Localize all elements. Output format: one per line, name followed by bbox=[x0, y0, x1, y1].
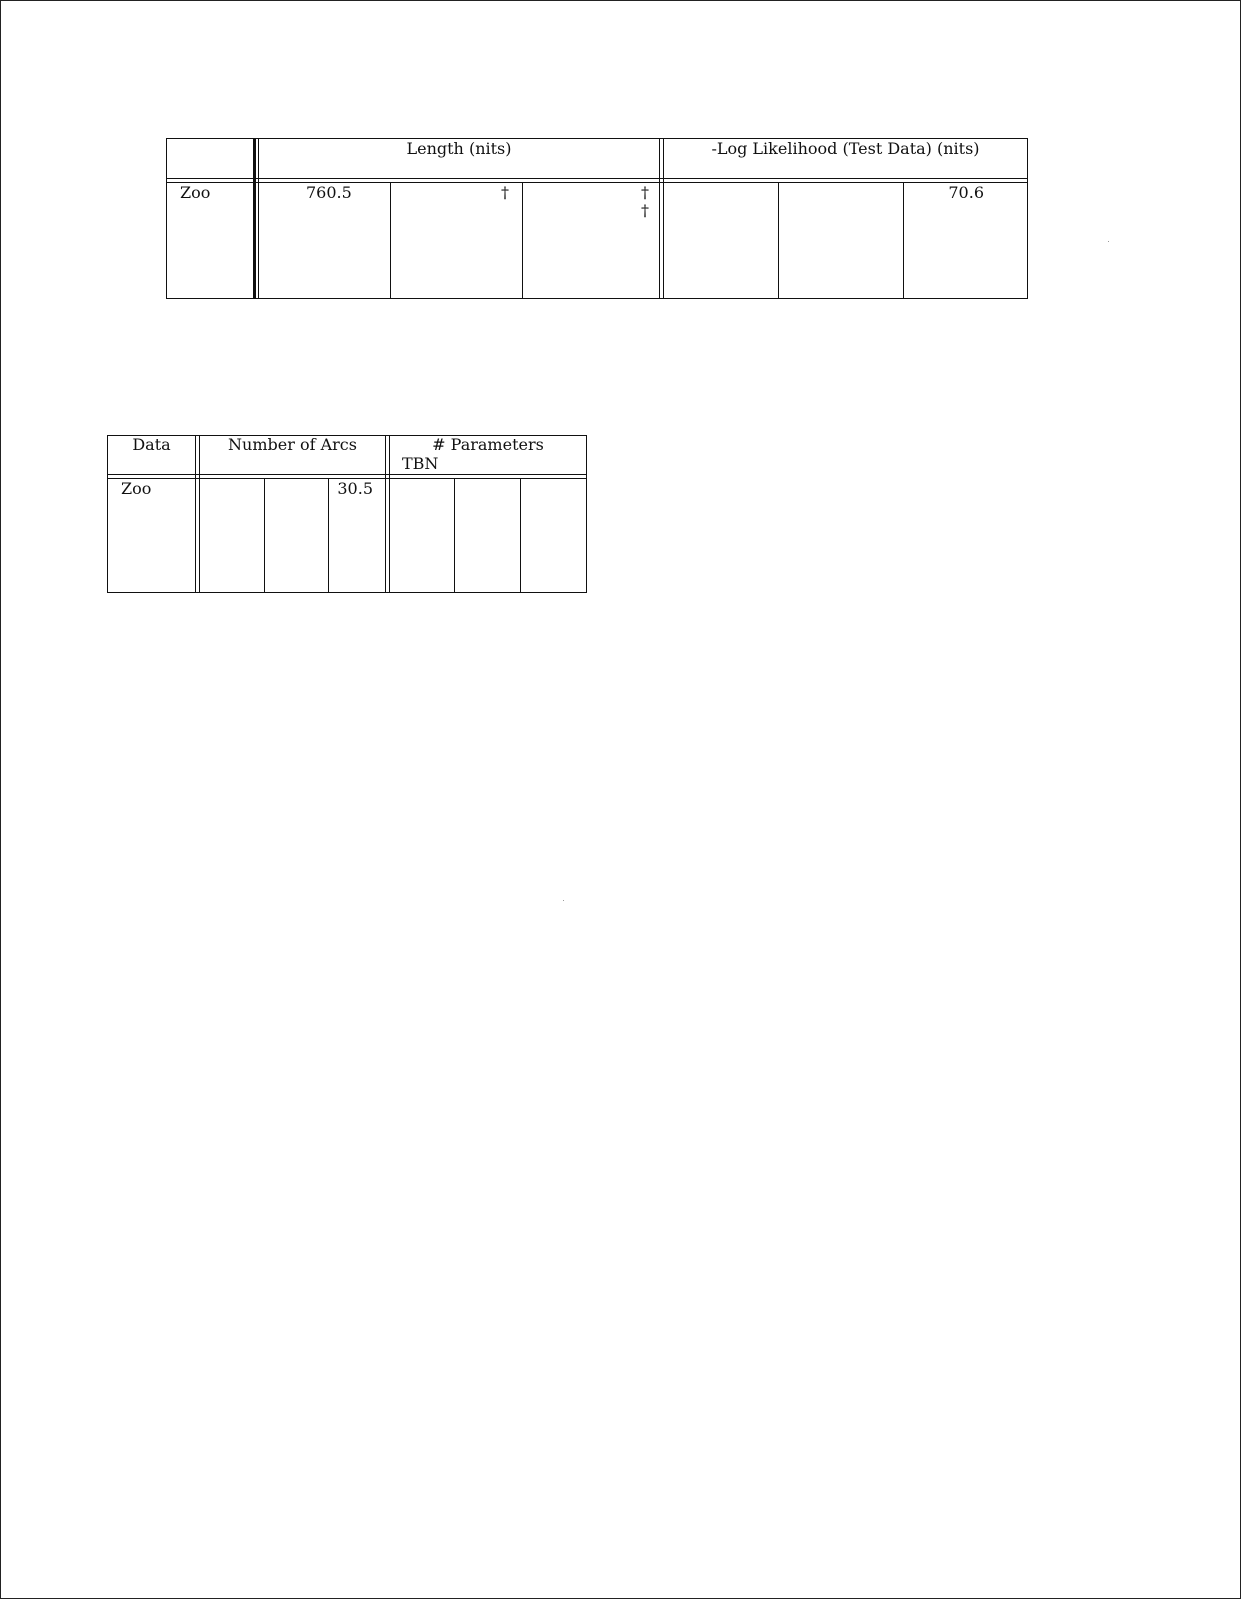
table1-right-rule bbox=[1027, 138, 1028, 299]
table2-label-divider bbox=[195, 435, 196, 593]
table2-row-label: Zoo bbox=[121, 479, 152, 498]
table2-col-rule bbox=[264, 478, 265, 593]
table1-label-divider bbox=[253, 138, 256, 299]
table1-header-rule-2 bbox=[166, 182, 1028, 183]
table2-col-rule bbox=[454, 478, 455, 593]
table2-left-rule bbox=[107, 435, 108, 593]
table1-header-loglikelihood: -Log Likelihood (Test Data) (nits) bbox=[711, 139, 980, 158]
table1-cell-length-3b: † bbox=[641, 201, 649, 220]
table1-group-divider-inner bbox=[663, 138, 664, 299]
table1-row-label: Zoo bbox=[180, 183, 211, 202]
table2-col-rule bbox=[520, 478, 521, 593]
table1-label-divider-inner bbox=[258, 138, 259, 299]
table2-cell-arcs-3: 30.5 bbox=[337, 479, 373, 498]
table1-cell-length-1: 760.5 bbox=[306, 183, 352, 202]
table2-header-rule-1 bbox=[107, 474, 587, 475]
table1-cell-loglik-3: 70.6 bbox=[948, 183, 984, 202]
table2-header-data: Data bbox=[132, 435, 171, 454]
table2-header-parameters: # Parameters bbox=[432, 435, 544, 454]
table1-col-rule bbox=[778, 182, 779, 299]
table2-bottom-rule bbox=[107, 592, 587, 593]
table2-header-arcs: Number of Arcs bbox=[228, 435, 357, 454]
table2-right-rule bbox=[586, 435, 587, 593]
table1-cell-length-2: † bbox=[501, 183, 509, 202]
scan-speck bbox=[563, 900, 564, 901]
table1-header-length: Length (nits) bbox=[406, 139, 512, 158]
table1-left-rule bbox=[166, 138, 167, 299]
table1-cell-length-3a: † bbox=[641, 183, 649, 202]
table1-bottom-rule bbox=[166, 298, 1028, 299]
table2-subheader-tbn: TBN bbox=[402, 454, 439, 473]
scan-speck bbox=[1108, 241, 1109, 242]
table2-group-divider-inner bbox=[389, 435, 390, 593]
table1-group-divider bbox=[659, 138, 660, 299]
table1-header-rule-1 bbox=[166, 178, 1028, 179]
table2-label-divider-inner bbox=[199, 435, 200, 593]
table2-group-divider bbox=[385, 435, 386, 593]
